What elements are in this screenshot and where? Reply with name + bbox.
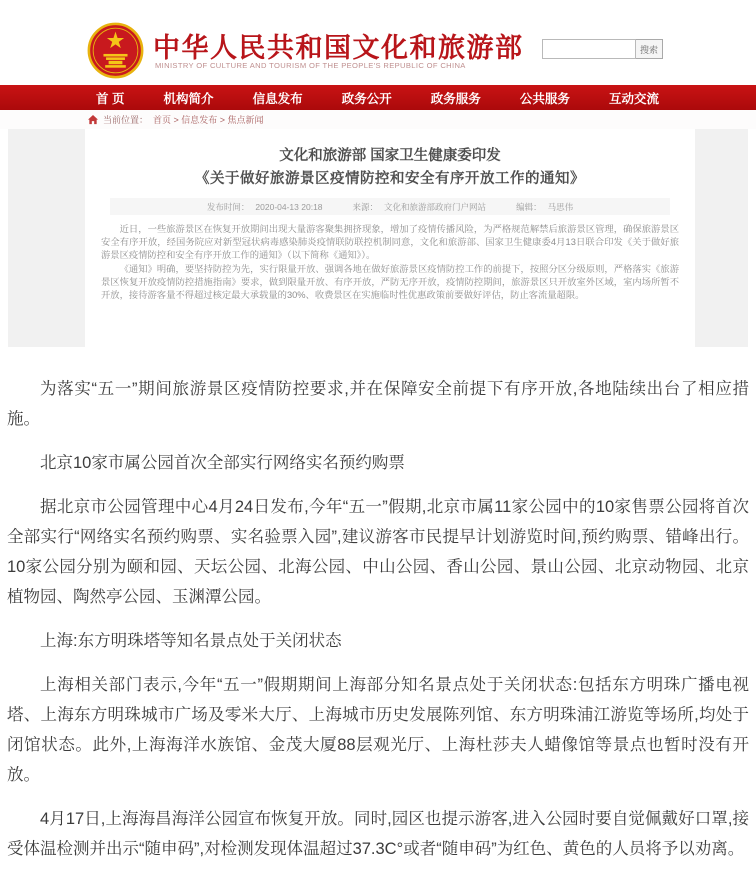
body-subheading-shanghai: 上海:东方明珠塔等知名景点处于关闭状态 — [40, 632, 342, 650]
publish-time-label: 发布时间： — [206, 201, 250, 212]
embedded-paragraph: 近日，一些旅游景区在恢复开放期间出现大量游客聚集拥挤现象，增加了疫情传播风险，为严格规范解禁后旅游景区管理，确保旅游景区安全有序开放，经国务院应对新型冠状病毒感染肺炎疫情联防联控机制同意，文化和旅游部、国家卫生健康委4月13日联合印发《关于做好旅游景区疫情防控和安全有序开放工作的通知》（以下简称《通知》）。 — [101, 224, 679, 261]
publish-time-value: 2020-04-13 20:18 — [255, 201, 323, 212]
embedded-article-title-line2: 《关于做好旅游景区疫情防控和安全有序开放工作的通知》 — [195, 171, 585, 187]
editor-value: 马思伟 — [547, 201, 574, 212]
source-value: 文化和旅游部政府门户网站 — [384, 201, 487, 212]
body-paragraph-intro: 为落实“五一”期间旅游景区疫情防控要求,并在保障安全前提下有序开放,各地陆续出台了相应措施。 — [7, 380, 749, 428]
body-paragraph-beijing: 据北京市公园管理中心4月24日发布,今年“五一”假期,北京市属11家公园中的10家售票公园将首次全部实行“网络实名预约购票、实名验票入园”,建议游客市民提早计划游览时间,预约购票、错峰出行。10家公园分别为颐和园、天坛公园、北海公园、中山公园、香山公园、景山公园、北京动物园、北京植物园、陶然亭公园、玉渊潭公园。 — [7, 498, 749, 606]
embedded-article-image — [8, 129, 748, 347]
nav-item-public-services[interactable]: 公共服务 — [519, 91, 570, 106]
site-header — [0, 0, 756, 85]
embedded-article-title-line1: 文化和旅游部 国家卫生健康委印发 — [279, 148, 501, 164]
source-label: 来源： — [352, 201, 379, 212]
search-button[interactable]: 搜索 — [636, 39, 663, 59]
body-paragraph-haichang: 4月17日,上海海昌海洋公园宣布恢复开放。同时,园区也提示游客,进入公园时要自觉佩戴好口罩,接受体温检测并出示“随申码”,对检测发现体温超过37.3C°或者“随申码”为红色、黄色的人员将予以劝离。 — [7, 810, 749, 858]
breadcrumb-path[interactable]: 首页 > 信息发布 > 焦点新闻 — [153, 115, 264, 125]
body-subheading-beijing: 北京10家市属公园首次全部实行网络实名预约购票 — [40, 454, 405, 472]
breadcrumb — [0, 110, 756, 129]
body-paragraph-shanghai: 上海相关部门表示,今年“五一”假期期间上海部分知名景点处于关闭状态:包括东方明珠广播电视塔、上海东方明珠城市广场及零米大厅、上海城市历史发展陈列馆、东方明珠浦江游览等场所,均处于闭馆状态。此外,上海海洋水族馆、金茂大厦88层观光厅、上海杜莎夫人蜡像馆等景点也暂时没有开放。 — [7, 676, 749, 784]
search-box — [542, 39, 663, 59]
embedded-article-meta — [110, 198, 671, 215]
nav-item-about[interactable]: 机构简介 — [163, 91, 214, 106]
site-title: 中华人民共和国文化和旅游部 — [153, 33, 524, 63]
nav-item-home[interactable]: 首 页 — [96, 91, 125, 106]
nav-item-gov-services[interactable]: 政务服务 — [430, 91, 481, 106]
nav-item-gov-affairs[interactable]: 政务公开 — [341, 91, 392, 106]
breadcrumb-label: 当前位置： — [103, 115, 149, 125]
home-icon — [88, 115, 98, 125]
editor-label: 编辑： — [516, 201, 542, 212]
embedded-article-panel — [85, 129, 695, 347]
search-input[interactable] — [542, 39, 636, 59]
nav-item-interaction[interactable]: 互动交流 — [608, 91, 659, 106]
nav-item-news[interactable]: 信息发布 — [252, 91, 303, 106]
site-subtitle-english: MINISTRY OF CULTURE AND TOURISM OF THE PEOPLE'S REPUBLIC OF CHINA — [155, 61, 466, 70]
article-body — [0, 374, 756, 878]
national-emblem-logo[interactable] — [88, 23, 143, 78]
embedded-paragraph: 《通知》明确，要坚持防控为先，实行限量开放、强调各地在做好旅游景区疫情防控工作的前提下，按照分区分级原则，严格落实《旅游景区恢复开放疫情防控措施指南》要求，做到限量开放、有序开放，严防无序开放，疫情防控期间，旅游景区只开放室外区域，室内场所暂不开放，接待游客量不得超过核定最大承载量的30%、收费景区在实施临时性优惠政策前要做好评估，防止客流量超限。 — [101, 263, 679, 301]
main-nav — [0, 85, 756, 110]
